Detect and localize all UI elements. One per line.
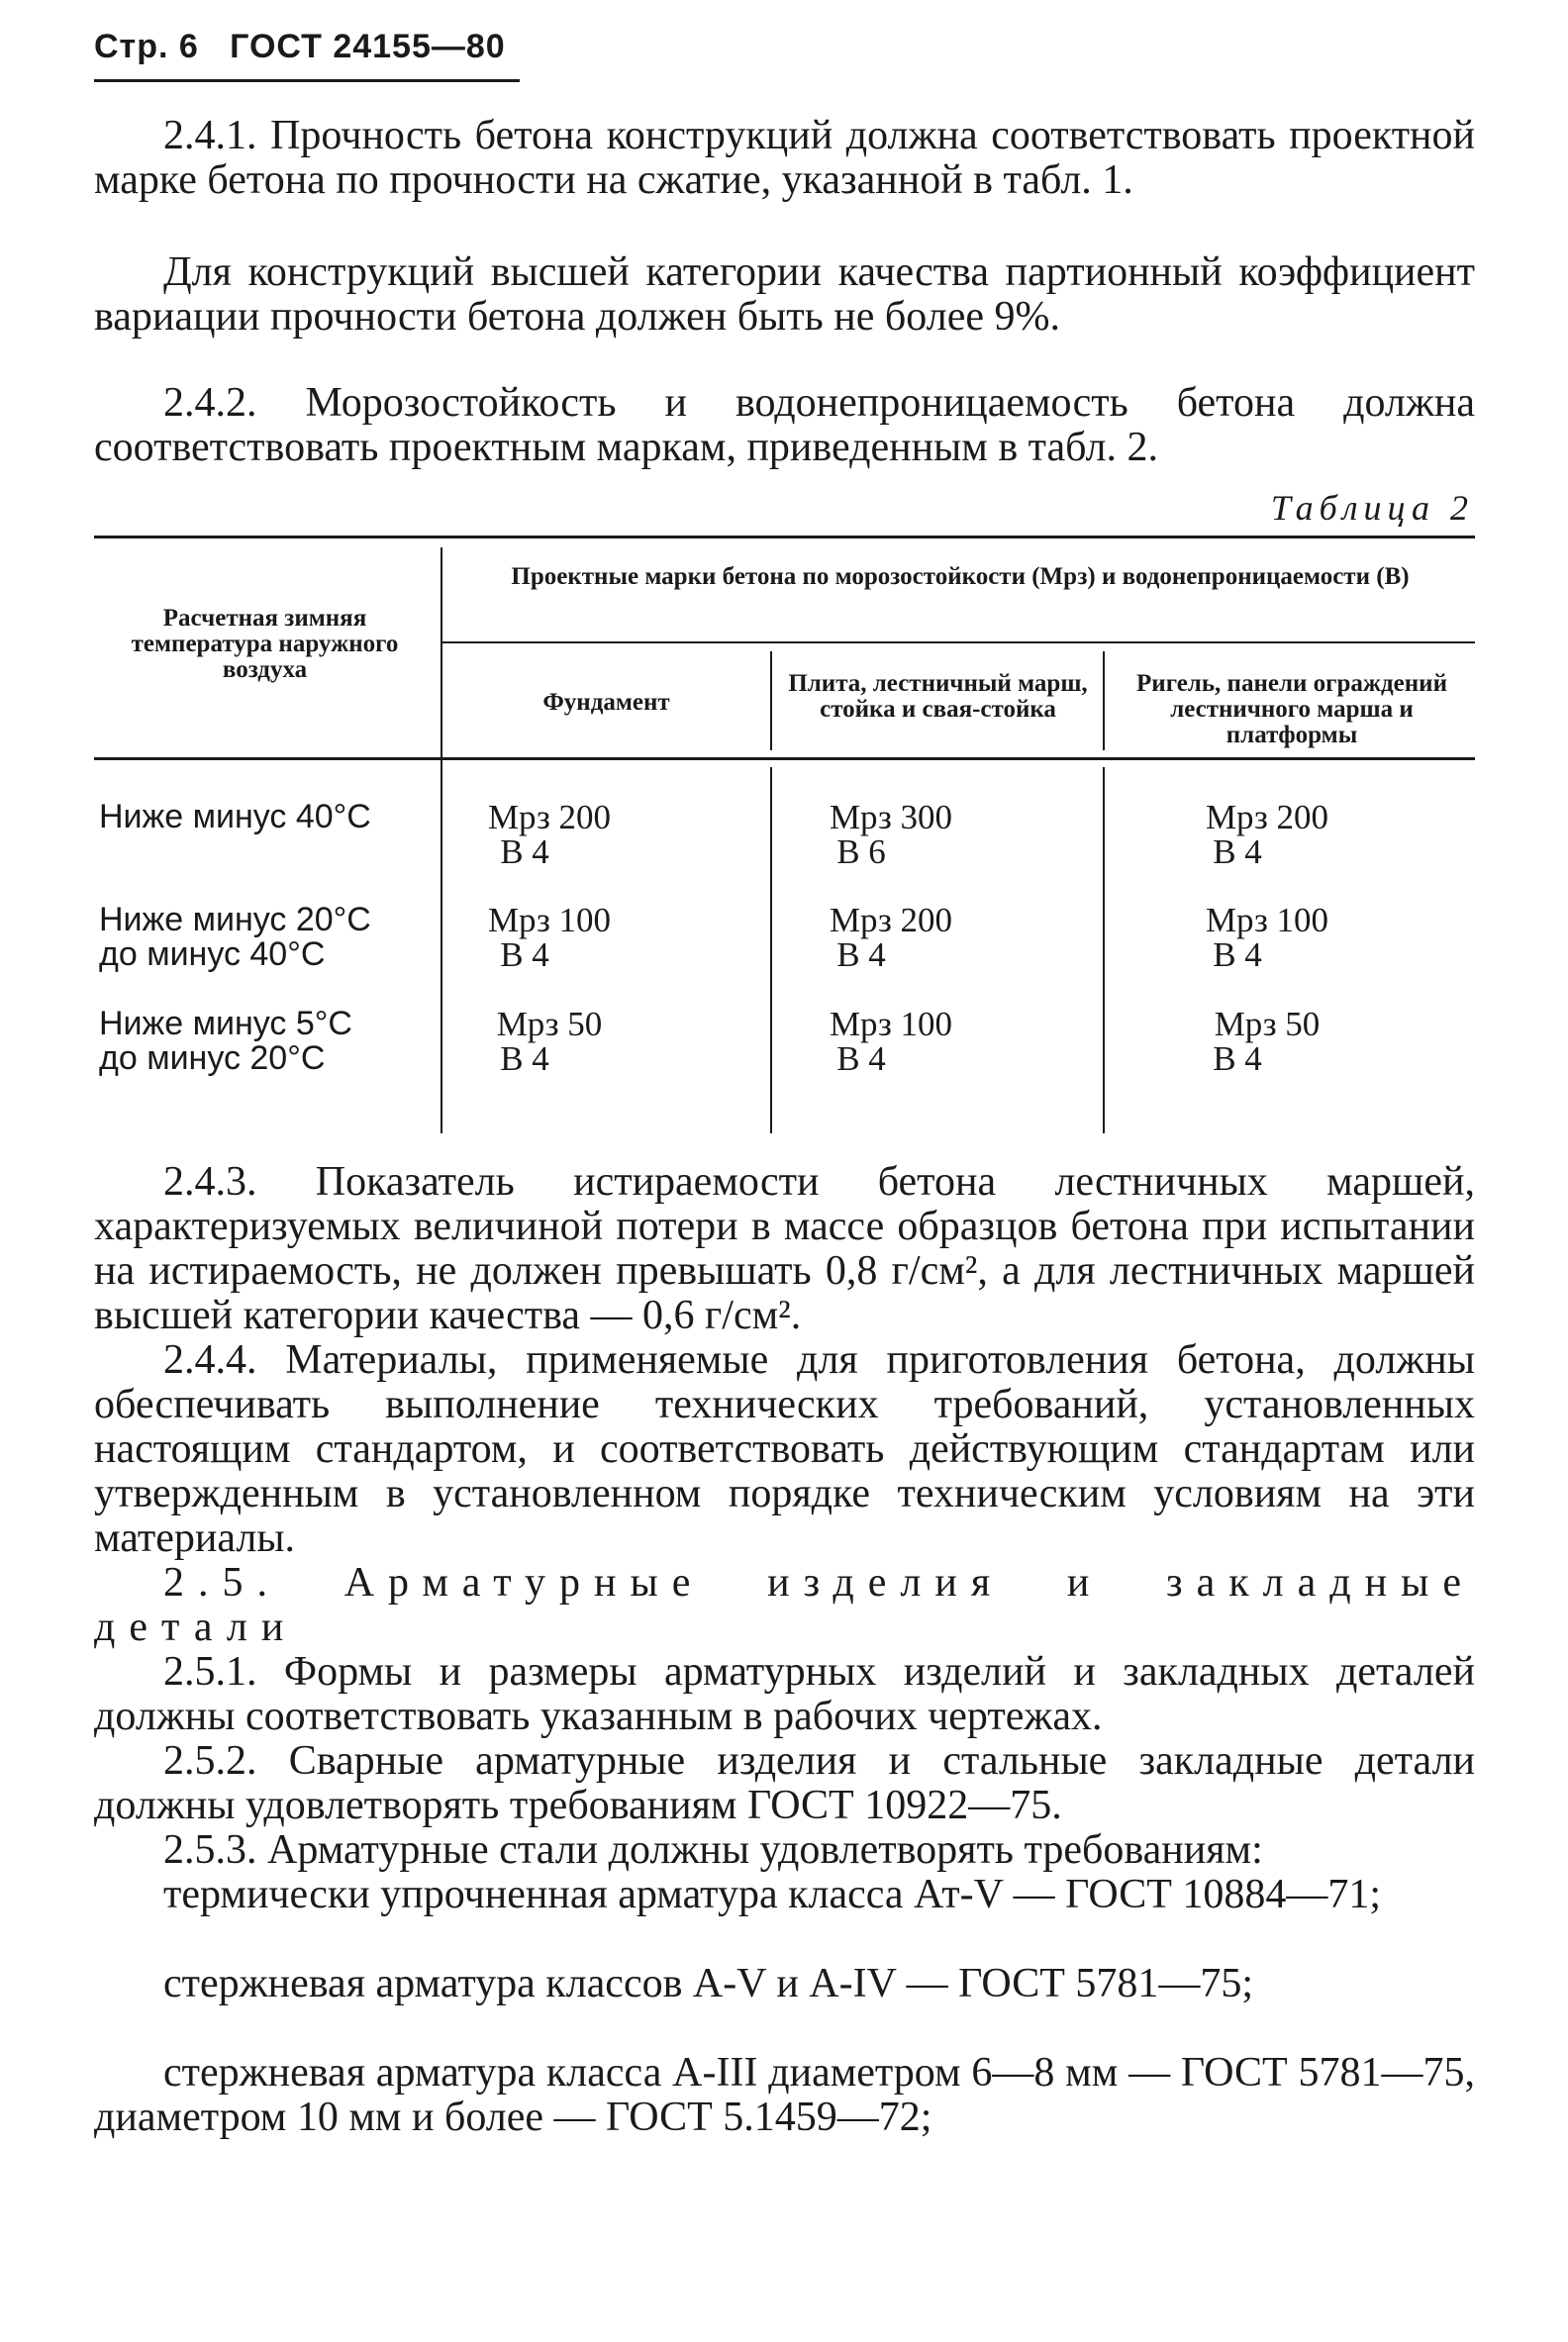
section-number: 2.5. xyxy=(163,1560,281,1606)
paragraph-2-4-1: 2.4.1. Прочность бетона конструкций должна соответствовать проектной марке бетона по прочности на сжатие, указанной в табл. 1. xyxy=(94,113,1475,203)
table-divider-3-head xyxy=(1103,651,1105,750)
section-2-5-heading xyxy=(94,1561,1475,1650)
row-2-slab-frost: Мрз 200 xyxy=(829,901,953,939)
row-1-slab-frost: Мрз 300 xyxy=(829,798,953,836)
page-header xyxy=(94,28,506,66)
header-rule xyxy=(94,79,520,82)
table-divider-1 xyxy=(441,547,442,1133)
row-3-slab-water: В 4 xyxy=(836,1039,886,1078)
row-2-temp-2: до минус 40°С xyxy=(99,935,326,973)
paragraph-2-4-4: 2.4.4. Материалы, применяемые для приготовления бетона, должны обеспечивать выполнение технических требований, установленных настоящим стандартом, и соответствовать действующим стандартам или утвержденным в установленном порядке техническим условиям на эти материалы. xyxy=(94,1337,1475,1561)
page-number: Стр. 6 xyxy=(94,28,199,65)
paragraph-2-5-3: 2.5.3. Арматурные стали должны удовлетворять требованиям: xyxy=(163,1827,1263,1873)
row-2-crossbar-frost: Мрз 100 xyxy=(1205,901,1329,939)
header-temperature: Расчетная зимняя температура наружного воздуха xyxy=(131,605,399,683)
paragraph-variation: Для конструкций высшей категории качества партионный коэффициент вариации прочности бетона должен быть не более 9%. xyxy=(94,249,1475,340)
header-design-grades: Проектные марки бетона по морозостойкости (Мрз) и водонепроницаемости (В) xyxy=(511,563,1410,590)
table-divider-3 xyxy=(1103,767,1105,1133)
header-slab: Плита, лестничный марш, стойка и свая-стойка xyxy=(788,670,1088,723)
section-title: Арматурные изделия и закладные детали xyxy=(94,1560,1475,1650)
row-2-crossbar-water: В 4 xyxy=(1213,935,1262,974)
table-divider-2-head xyxy=(770,651,772,750)
row-2-foundation-frost: Мрз 100 xyxy=(487,901,612,939)
paragraph-2-4-3: 2.4.3. Показатель истираемости бетона лестничных маршей, характеризуемых величиной потери в массе образцов бетона при испытании на истираемость, не должен превышать 0,8 г/см², а для лестничных маршей высшей категории качества — 0,6 г/см². xyxy=(94,1159,1475,1338)
header-crossbar: Ригель, панели ограждений лестничного марша и платформы xyxy=(1136,670,1447,748)
row-2-slab-water: В 4 xyxy=(836,935,886,974)
row-3-foundation-water: В 4 xyxy=(500,1039,549,1078)
row-1-temp: Ниже минус 40°С xyxy=(99,798,371,835)
standard-code: ГОСТ 24155—80 xyxy=(230,28,506,65)
row-1-foundation-water: В 4 xyxy=(500,832,549,871)
table-header-bottom-rule xyxy=(94,757,1475,760)
row-3-slab-frost: Мрз 100 xyxy=(829,1005,953,1043)
row-3-temp-1: Ниже минус 5°С xyxy=(99,1005,352,1042)
paragraph-2-5-1: 2.5.1. Формы и размеры арматурных изделий и закладных деталей должны соответствовать указанным в рабочих чертежах. xyxy=(94,1649,1475,1739)
item-rod-aiii: стержневая арматура класса А-III диаметром 6—8 мм — ГОСТ 5781—75, диаметром 10 мм и более — ГОСТ 5.1459—72; xyxy=(94,2050,1475,2140)
row-3-temp-2: до минус 20°С xyxy=(99,1039,326,1077)
row-3-foundation-frost: Мрз 50 xyxy=(496,1005,603,1043)
table-subheader-rule xyxy=(442,641,1475,643)
table-caption: Таблица 2 xyxy=(1270,488,1474,528)
row-1-foundation-frost: Мрз 200 xyxy=(487,798,612,836)
row-1-slab-water: В 6 xyxy=(836,832,886,871)
item-heat-treated: термически упрочненная арматура класса Ат-V — ГОСТ 10884—71; xyxy=(163,1872,1382,1917)
table-top-rule xyxy=(94,536,1475,538)
item-rod-av-aiv: стержневая арматура классов А-V и А-IV — ГОСТ 5781—75; xyxy=(163,1961,1254,2006)
row-3-crossbar-water: В 4 xyxy=(1213,1039,1262,1078)
row-1-crossbar-water: В 4 xyxy=(1213,832,1262,871)
paragraph-2-5-2: 2.5.2. Сварные арматурные изделия и стальные закладные детали должны удовлетворять требованиям ГОСТ 10922—75. xyxy=(94,1738,1475,1828)
row-3-crossbar-frost: Мрз 50 xyxy=(1214,1005,1321,1043)
paragraph-2-4-2: 2.4.2. Морозостойкость и водонепроницаемость бетона должна соответствовать проектным маркам, приведенным в табл. 2. xyxy=(94,380,1475,470)
row-1-crossbar-frost: Мрз 200 xyxy=(1205,798,1329,836)
row-2-temp-1: Ниже минус 20°С xyxy=(99,901,371,938)
row-2-foundation-water: В 4 xyxy=(500,935,549,974)
table-divider-2 xyxy=(770,767,772,1133)
header-foundation: Фундамент xyxy=(542,689,670,716)
